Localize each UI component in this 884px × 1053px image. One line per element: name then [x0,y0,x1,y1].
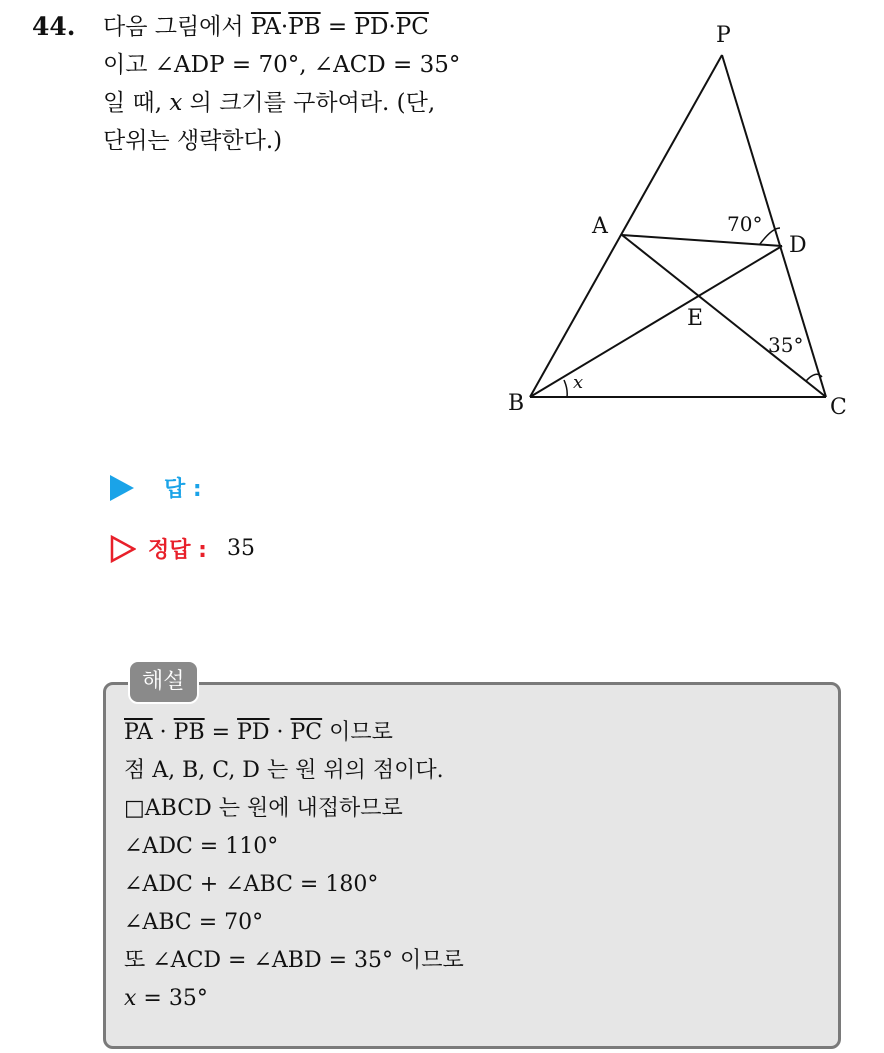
variable-x: x [169,90,183,116]
answer-label: 답 : [164,477,202,502]
label-b: B [508,391,525,416]
question-text [103,8,488,160]
solution-tag: 해설 [128,660,199,704]
solution-line-2: 점 A, B, C, D 는 원 위의 점이다. [124,758,444,783]
label-d: D [789,233,807,258]
solution-line-6: ∠ABC = 70° [124,910,264,935]
segment-pb: $\overline{PB}$ [288,14,321,40]
angle-x-label: x [573,372,584,393]
label-a: A [592,214,608,239]
angle-adp-label: 70° [727,212,763,236]
segment-pd: $\overline{PD}$ [354,14,389,40]
filled-triangle-icon [110,475,134,501]
question-line-4: 단위는 생략한다.) [103,128,283,154]
solution-text [124,714,464,1018]
question-line-1: 다음 그림에서 $\overline{PA}\cdot\overline{PB} = \overline{PD}\cdot\overline{PC}$ [103,14,429,40]
correct-answer-row [110,533,255,564]
correct-answer-value: 35 [226,536,255,561]
line-ad [622,235,782,246]
solution-line-4: ∠ADC = 110° [124,834,279,859]
arc-angle-x [564,380,567,397]
label-e: E [687,306,704,331]
label-c: C [830,395,847,420]
solution-line-7: 또 ∠ACD = ∠ABD = 35° 이므로 [124,948,464,973]
line-ac [622,235,826,397]
label-p: P [716,23,731,48]
geometry-figure [495,10,865,430]
answer-row [110,472,202,503]
solution-line-5: ∠ADC + ∠ABC = 180° [124,872,379,897]
line-bd [530,246,782,397]
line-pb [530,55,722,397]
angle-acd-label: 35° [768,333,804,357]
question-line-2: 이고 ∠ADP = 70°, ∠ACD = 35° [103,52,461,78]
solution-line-3: □ABCD 는 원에 내접하므로 [124,796,403,821]
question-line-3: 일 때, x 의 크기를 구하여라. (단, [103,90,436,116]
solution-line-8: x = 35° [124,986,208,1011]
outline-triangle-icon [110,535,136,563]
question-number: 44. [32,12,76,41]
correct-answer-label: 정답 : [148,538,207,563]
segment-pa: $\overline{PA}$ [250,14,281,40]
segment-pc: $\overline{PC}$ [395,14,429,40]
solution-line-1: $\overline{PA} \cdot \overline{PB} = \overline{PD} \cdot \overline{PC}$ 이므로 [124,720,393,745]
